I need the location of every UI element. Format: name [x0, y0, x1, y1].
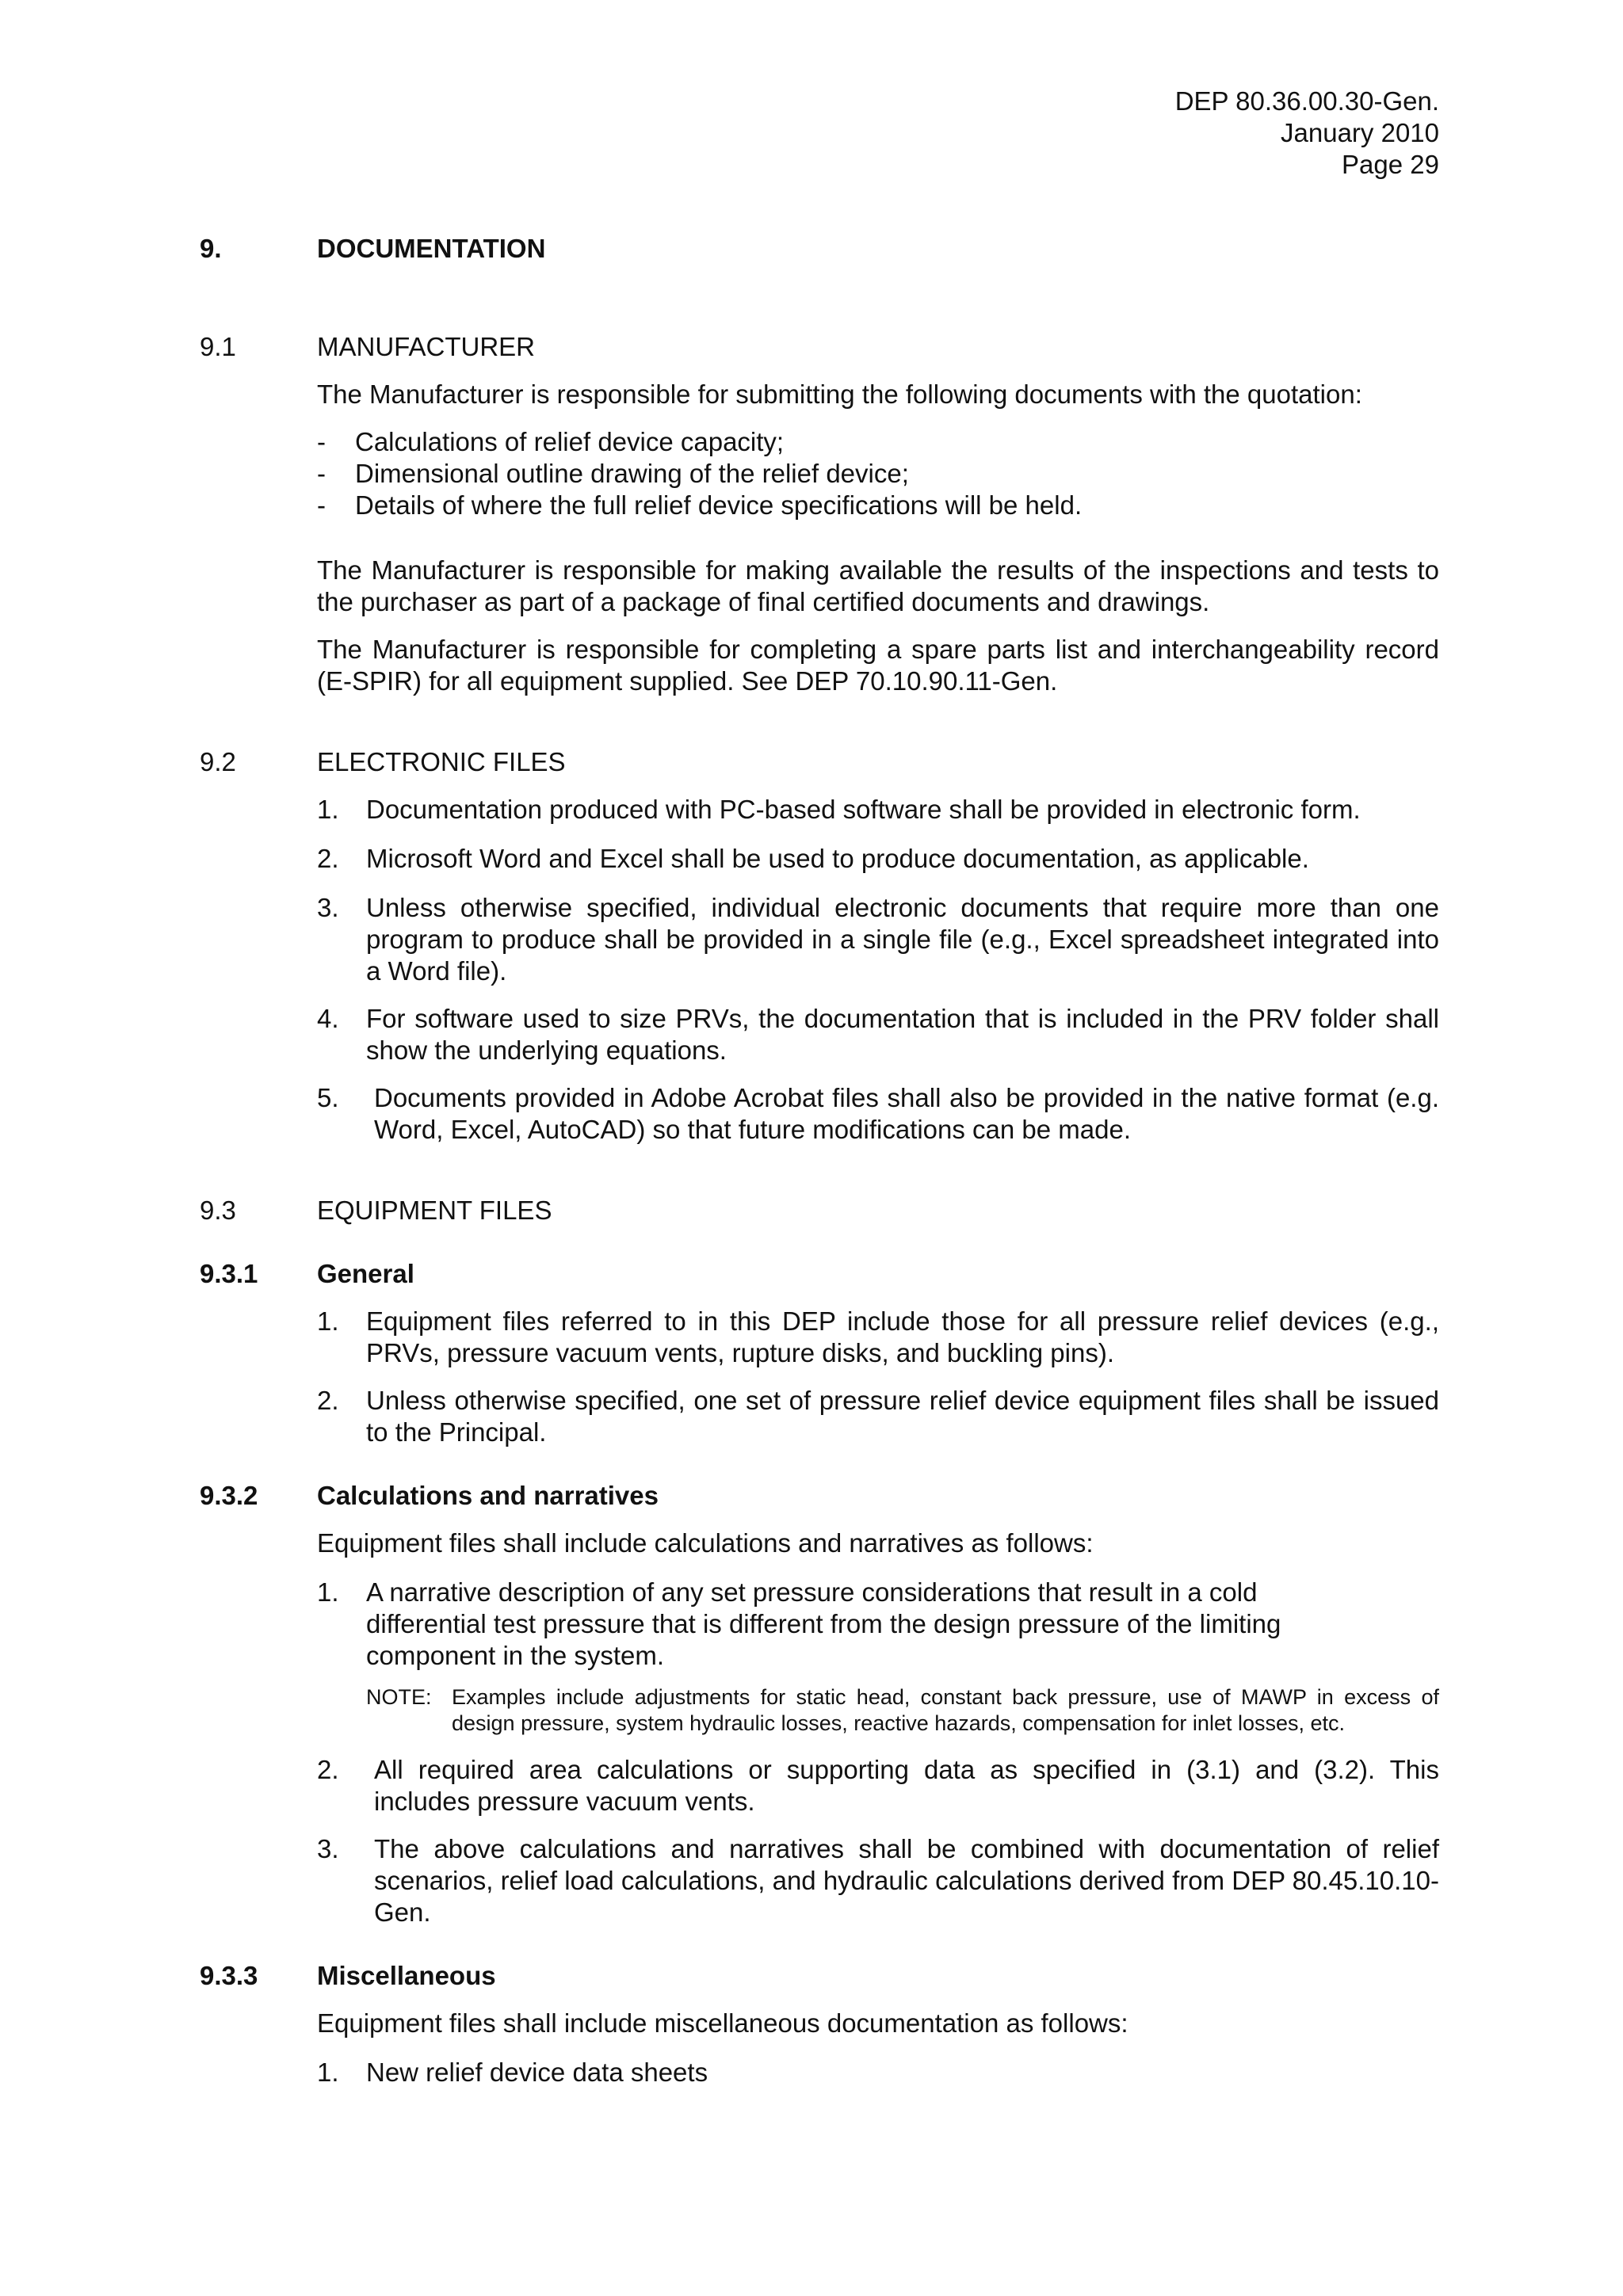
list-item-text: Calculations of relief device capacity; — [355, 427, 785, 456]
page-number: Page 29 — [1342, 150, 1439, 179]
list-number: 3. — [317, 1834, 339, 1863]
section-title: ELECTRONIC FILES — [317, 747, 566, 776]
section-title: Miscellaneous — [317, 1961, 496, 1990]
section-title: DOCUMENTATION — [317, 234, 546, 263]
doc-date: January 2010 — [1281, 118, 1439, 147]
list-number: 2. — [317, 844, 339, 873]
list-item-text: Documentation produced with PC-based software shall be provided in electronic form. — [366, 795, 1361, 824]
bullet-marker: - — [317, 490, 326, 520]
note-text: Examples include adjustments for static head, constant back pressure, use of MAWP in excess of design pressure, system hydraulic losses, reactive hazards, compensation for inlet losses, etc. — [452, 1685, 1439, 1735]
section-number: 9.3.2 — [200, 1481, 258, 1510]
list-item-text: Documents provided in Adobe Acrobat files shall also be provided in the native format (e.g. Word, Excel, AutoCAD) so that future modifications can be made. — [374, 1083, 1439, 1144]
list-number: 5. — [317, 1083, 339, 1112]
section-number: 9.2 — [200, 747, 236, 776]
list-item-text: New relief device data sheets — [366, 2058, 708, 2087]
list-item-text: Unless otherwise specified, individual electronic documents that require more than one program to produce shall be provided in a single file (e.g., Excel spreadsheet integrated into a Word file). — [366, 893, 1439, 986]
section-number: 9.3 — [200, 1196, 236, 1225]
doc-number: DEP 80.36.00.30-Gen. — [1174, 86, 1439, 116]
list-item-text: The above calculations and narratives shall be combined with documentation of relief scenarios, relief load calculations, and hydraulic calculations derived from DEP 80.45.10.10-Gen. — [374, 1834, 1439, 1927]
section-number: 9.3.3 — [200, 1961, 258, 1990]
list-item-text: All required area calculations or supporting data as specified in (3.1) and (3.2). This includes pressure vacuum vents. — [374, 1755, 1439, 1816]
calculations-intro: Equipment files shall include calculations and narratives as follows: — [317, 1528, 1094, 1558]
list-number: 2. — [317, 1386, 339, 1415]
page-header — [1175, 86, 1439, 181]
miscellaneous-intro: Equipment files shall include miscellaneous documentation as follows: — [317, 2008, 1128, 2038]
manufacturer-intro: The Manufacturer is responsible for submitting the following documents with the quotation: — [317, 379, 1362, 409]
section-title: General — [317, 1259, 414, 1288]
list-item-text: A narrative description of any set pressure considerations that result in a cold differential test pressure that is different from the design pressure of the limiting component in the system. — [366, 1577, 1281, 1670]
list-number: 2. — [317, 1755, 339, 1784]
note-label: NOTE: — [366, 1685, 432, 1709]
list-number: 3. — [317, 893, 339, 922]
list-number: 1. — [317, 2058, 339, 2087]
section-title: Calculations and narratives — [317, 1481, 659, 1510]
list-item-text: Details of where the full relief device specifications will be held. — [355, 490, 1083, 520]
section-number: 9.1 — [200, 332, 236, 361]
manufacturer-paragraph-3: The Manufacturer is responsible for completing a spare parts list and interchangeability record (E-SPIR) for all equipment supplied. See DEP 70.10.90.11-Gen. — [317, 635, 1439, 696]
section-title: EQUIPMENT FILES — [317, 1196, 552, 1225]
bullet-marker: - — [317, 427, 326, 456]
list-item-text: Dimensional outline drawing of the relief device; — [355, 459, 909, 488]
manufacturer-paragraph-2: The Manufacturer is responsible for making available the results of the inspections and tests to the purchaser as part of a package of final certified documents and drawings. — [317, 555, 1439, 616]
list-number: 4. — [317, 1004, 339, 1033]
list-item-text: For software used to size PRVs, the documentation that is included in the PRV folder shall show the underlying equations. — [366, 1004, 1439, 1065]
section-title: MANUFACTURER — [317, 332, 536, 361]
list-item-text: Equipment files referred to in this DEP include those for all pressure relief devices (e.g., PRVs, pressure vacuum vents, rupture disks, and buckling pins). — [366, 1306, 1439, 1367]
bullet-marker: - — [317, 459, 326, 488]
list-item-text: Unless otherwise specified, one set of pressure relief device equipment files shall be issued to the Principal. — [366, 1386, 1439, 1447]
list-number: 1. — [317, 1306, 339, 1336]
section-number: 9. — [200, 234, 222, 263]
list-number: 1. — [317, 1577, 339, 1607]
list-item-text: Microsoft Word and Excel shall be used to produce documentation, as applicable. — [366, 844, 1309, 873]
list-number: 1. — [317, 795, 339, 824]
section-number: 9.3.1 — [200, 1259, 258, 1288]
